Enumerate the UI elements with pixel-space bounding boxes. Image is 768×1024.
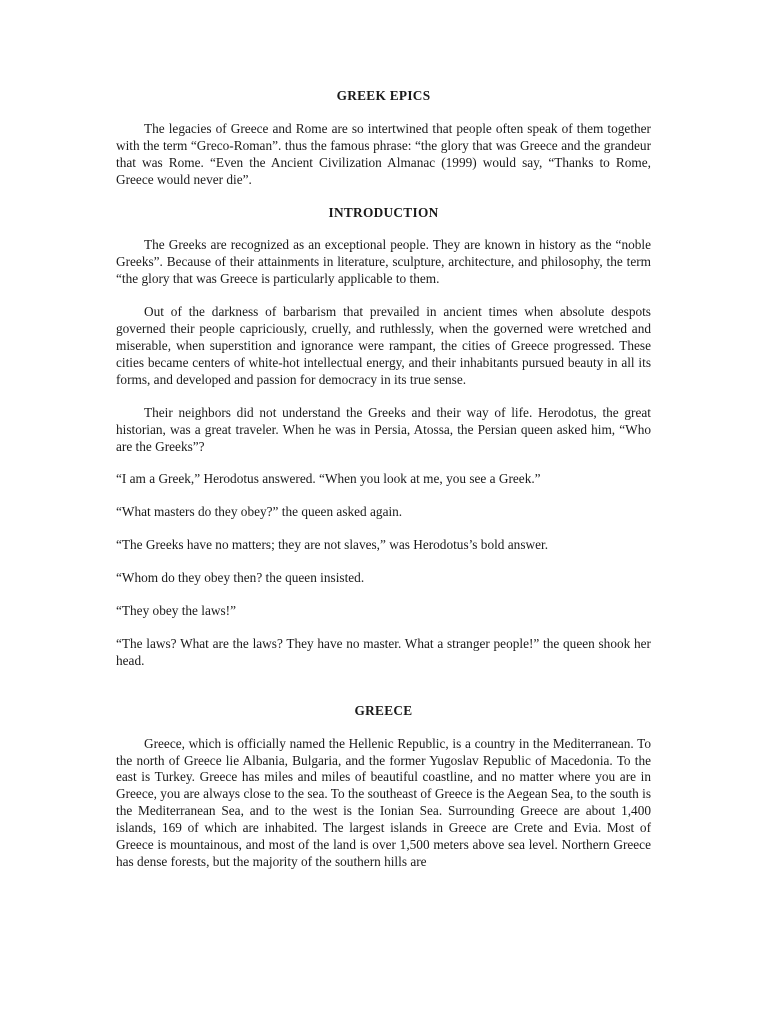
dialogue-line: “I am a Greek,” Herodotus answered. “When you look at me, you see a Greek.” [116, 471, 541, 487]
section-heading-introduction: INTRODUCTION [328, 204, 439, 220]
document-body [116, 88, 651, 871]
dialogue-line: “The laws? What are the laws? They have no master. What a stranger people!” the queen shook her head. [116, 635, 651, 668]
dialogue-line: “What masters do they obey?” the queen asked again. [116, 504, 403, 520]
dialogue-line: “They obey the laws!” [116, 603, 236, 619]
paragraph: Their neighbors did not understand the Greeks and their way of life. Herodotus, the great historian, was a great traveler. When he was in Persia, Atossa, the Persian queen asked him, “Who are the Greeks”? [116, 404, 651, 454]
document-title: GREEK EPICS [336, 88, 431, 103]
section-heading-greece: GREECE [354, 702, 413, 718]
paragraph: Out of the darkness of barbarism that prevailed in ancient times when absolute despots governed their people capriciously, cruelly, and ruthlessly, when the governed were wretched and miserable, when superstition and ignorance were rampant, the cities of Greece progressed. These cities became centers of white-hot intellectual energy, and their inhabitants pursued beauty in all its forms, and developed and passion for democracy in its true sense. [116, 304, 651, 387]
paragraph: The Greeks are recognized as an exceptional people. They are known in history as the “noble Greeks”. Because of their attainments in literature, sculpture, architecture, and philosophy, the term “the glory that was Greece is particularly applicable to them. [116, 237, 651, 287]
dialogue-line: “Whom do they obey then? the queen insisted. [116, 570, 365, 586]
paragraph: Greece, which is officially named the Hellenic Republic, is a country in the Mediterranean. To the north of Greece lie Albania, Bulgaria, and the former Yugoslav Republic of Macedonia. To the east is Turkey. Greece has miles and miles of beautiful coastline, and no matter where you are in Greece, you are always close to the sea. To the southeast of Greece is the Aegean Sea, to the south is the Mediterranean Sea, and to the west is the Ionian Sea. Surrounding Greece are about 1,400 islands, 169 of which are inhabited. The largest islands in Greece are Crete and Evia. Most of Greece is mountainous, and most of the land is over 1,500 meters above sea level. Northern Greece has dense forests, but the majority of the southern hills are [116, 735, 651, 869]
dialogue-line: “The Greeks have no matters; they are not slaves,” was Herodotus’s bold answer. [116, 537, 549, 553]
intro-paragraph: The legacies of Greece and Rome are so intertwined that people often speak of them together with the term “Greco-Roman”. thus the famous phrase: “the glory that was Greece and the grandeur that was Rome. “Even the Ancient Civilization Almanac (1999) would say, “Thanks to Rome, Greece would never die”. [116, 120, 651, 187]
